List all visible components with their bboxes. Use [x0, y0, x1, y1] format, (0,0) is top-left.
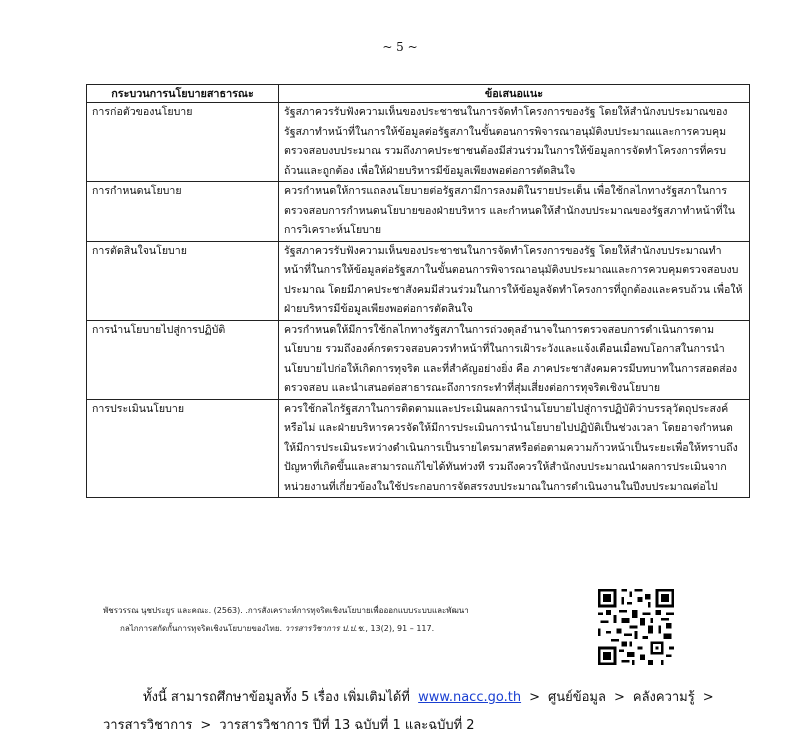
suggestion-cell: รัฐสภาควรรับฟังความเห็นของประชาชนในการจัดทำโครงการของรัฐ โดยให้สำนักงบประมาณทำหน้าที่ในการให้ข้อมูลต่อรัฐสภาในขั้นตอนการพิจารณาอนุมัติงบประมาณและการควบคุมตรวจสอบงบประมาณ โดยมีภาคประชาสังคมมีส่วนร่วมในการให้ข้อมูลจัดทำโครงการที่ถูกต้องและครบถ้วน เพื่อให้ฝ่ายบริหารมีข้อมูลเพียงพอต่อการตัดสินใจ — [279, 241, 750, 320]
page-number: ~ 5 ~ — [382, 40, 418, 54]
breadcrumb-separator: > — [200, 718, 212, 733]
table-row — [87, 103, 750, 182]
reference-citation — [103, 602, 563, 638]
breadcrumb-info-center: ศูนย์ข้อมูล — [547, 690, 606, 705]
table-row — [87, 182, 750, 242]
process-cell: การก่อตัวของนโยบาย — [87, 103, 279, 182]
table-row — [87, 320, 750, 399]
reference-line-1: พัชรวรรณ นุชประยูร และคณะ. (2563). .การสังเคราะห์การทุจริตเชิงนโยบายเพื่อออกแบบระบบและพัฒนา — [103, 606, 469, 615]
breadcrumb-journal: วารสารวิชาการ — [103, 718, 193, 733]
table-row — [87, 241, 750, 320]
breadcrumb-separator: > — [702, 690, 714, 705]
process-cell: การกำหนดนโยบาย — [87, 182, 279, 242]
journal-title: วารสารวิชาการ ป.ป.ช. — [284, 624, 366, 633]
header-process: กระบวนการนโยบายสาธารณะ — [87, 85, 279, 103]
header-suggestion: ข้อเสนอแนะ — [279, 85, 750, 103]
suggestion-cell: ควรใช้กลไกรัฐสภาในการติดตามและประเมินผลการนำนโยบายไปสู่การปฏิบัติว่าบรรลุวัตถุประสงค์หรือไม่ และฝ่ายบริหารควรจัดให้มีการประเมินการนำนโยบายไปปฏิบัติเป็นช่วงเวลา โดยอาจกำหนดให้มีการประเมินระหว่างดำเนินการเป็นรายไตรมาสหรือต่อตามความก้าวหน้าเป็นระยะเพื่อให้ทราบถึงปัญหาที่เกิดขึ้นและสามารถแก้ไขได้ทันท่วงที รวมถึงควรให้สำนักงบประมาณนำผลการประเมินจากหน่วยงานที่เกี่ยวข้องในใช้ประกอบการจัดสรรงบประมาณในการดำเนินงานในปีงบประมาณต่อไป — [279, 399, 750, 498]
process-cell: การนำนโยบายไปสู่การปฏิบัติ — [87, 320, 279, 399]
reference-line-2: กลไกการสกัดกั้นการทุจริตเชิงนโยบายของไทย. วารสารวิชาการ ป.ป.ช., 13(2), 91 – 117. — [120, 624, 435, 633]
process-cell: การประเมินนโยบาย — [87, 399, 279, 498]
nacc-link[interactable]: www.nacc.go.th — [418, 690, 522, 705]
table-row — [87, 399, 750, 498]
footer-line-2 — [103, 712, 763, 740]
table-header-row — [87, 85, 750, 103]
breadcrumb-knowledge: คลังความรู้ — [632, 690, 695, 705]
qr-code-icon[interactable] — [598, 589, 674, 665]
breadcrumb-issue: วารสารวิชาการ ปีที่ 13 ฉบับที่ 1 และฉบับที่ 2 — [219, 718, 475, 733]
breadcrumb-separator: > — [613, 690, 625, 705]
footer-note — [103, 684, 763, 740]
suggestion-cell: ควรกำหนดให้มีการใช้กลไกทางรัฐสภาในการถ่วงดุลอำนาจในการตรวจสอบการดำเนินการตามนโยบาย รวมถึงองค์กรตรวจสอบควรทำหน้าที่ในการเฝ้าระวังและแจ้งเตือนเมื่อพบโอกาสในการนำนโยบายไปก่อให้เกิดการทุจริต และที่สำคัญอย่างยิ่ง คือ ภาคประชาสังคมควรมีบทบาทในการสอดส่อง ตรวจสอบ และนำเสนอต่อสาธารณะถึงการกระทำที่สุ่มเสี่ยงต่อการทุจริตเชิงนโยบาย — [279, 320, 750, 399]
footer-line-1: ทั้งนี้ สามารถศึกษาข้อมูลทั้ง 5 เรื่อง เพิ่มเติมได้ที่ www.nacc.go.th > ศูนย์ข้อมูล > คลังความรู้ > — [103, 684, 763, 712]
suggestion-cell: ควรกำหนดให้การแถลงนโยบายต่อรัฐสภามีการลงมติในรายประเด็น เพื่อใช้กลไกทางรัฐสภาในการตรวจสอบการกำหนดนโยบายของฝ่ายบริหาร และกำหนดให้สำนักงบประมาณของรัฐสภาทำหน้าที่ในการวิเคราะห์นโยบาย — [279, 182, 750, 242]
process-cell: การตัดสินใจนโยบาย — [87, 241, 279, 320]
breadcrumb-separator: > — [529, 690, 540, 705]
recommendations-table — [86, 84, 750, 498]
suggestion-cell: รัฐสภาควรรับฟังความเห็นของประชาชนในการจัดทำโครงการของรัฐ โดยให้สำนักงบประมาณของรัฐสภาทำหน้าที่ในการให้ข้อมูลต่อรัฐสภาในขั้นตอนการพิจารณาอนุมัติงบประมาณและการควบคุมตรวจสอบงบประมาณ รวมถึงภาคประชาชนต้องมีส่วนร่วมในการให้ข้อมูลการจัดทำโครงการที่ครบถ้วนและถูกต้อง เพื่อให้ฝ่ายบริหารมีข้อมูลเพียงพอต่อการตัดสินใจ — [279, 103, 750, 182]
